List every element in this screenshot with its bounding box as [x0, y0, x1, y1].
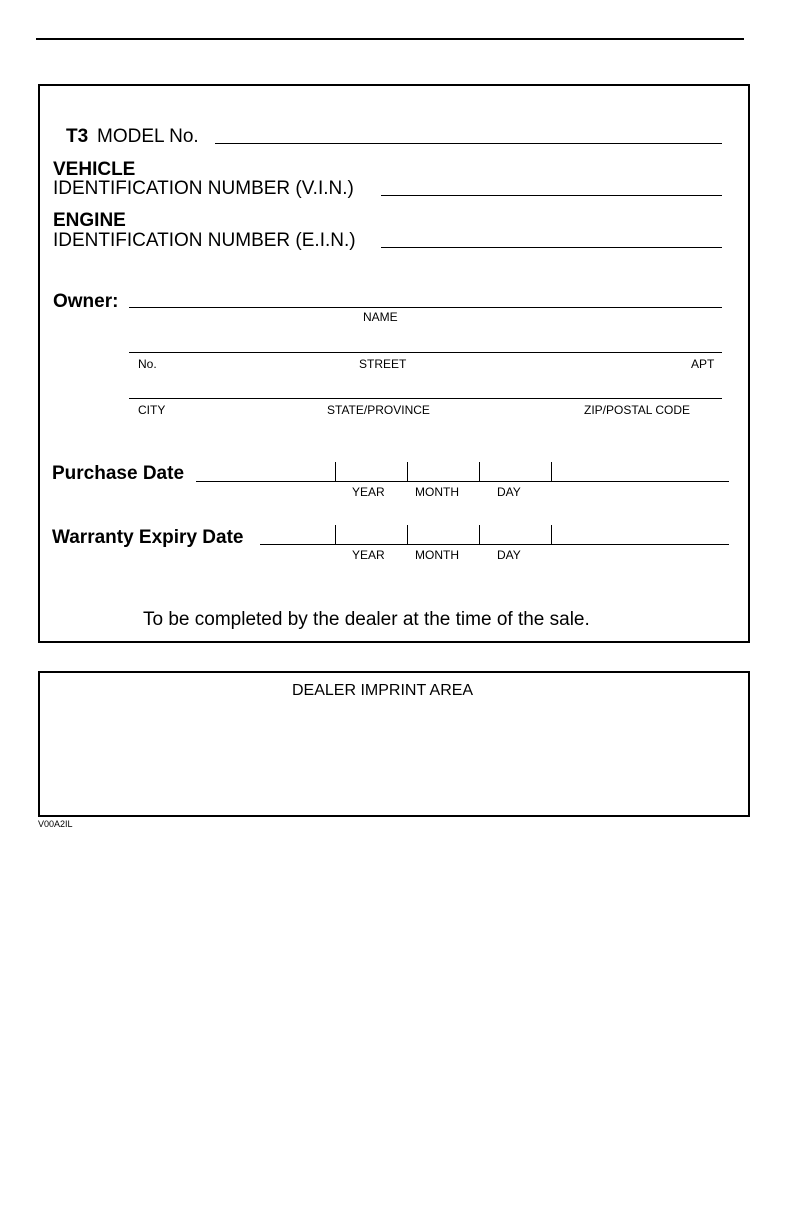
address-zip-caption: ZIP/POSTAL CODE: [584, 403, 691, 417]
purchase-year-caption: YEAR: [352, 485, 385, 499]
owner-label: Owner:: [53, 291, 119, 312]
page-header-rule: [36, 38, 744, 40]
warranty-date-divider: [407, 525, 408, 544]
warranty-expiry-field[interactable]: [260, 544, 729, 545]
warranty-date-divider: [551, 525, 552, 544]
engine-heading: ENGINE: [53, 210, 126, 231]
purchase-date-divider: [551, 462, 552, 481]
purchase-date-divider: [407, 462, 408, 481]
warranty-date-divider: [335, 525, 336, 544]
dealer-completion-note: To be completed by the dealer at the time of the sale.: [143, 609, 590, 630]
ein-label: IDENTIFICATION NUMBER (E.I.N.): [53, 230, 356, 251]
warranty-day-caption: DAY: [497, 548, 521, 562]
model-label: MODEL No.: [97, 126, 199, 147]
figure-code: V00A2IL: [38, 819, 73, 829]
ein-field[interactable]: [381, 247, 722, 248]
warranty-date-divider: [479, 525, 480, 544]
warranty-year-caption: YEAR: [352, 548, 385, 562]
model-prefix: T3: [66, 126, 89, 147]
street-address-field[interactable]: [129, 352, 722, 353]
purchase-day-caption: DAY: [497, 485, 521, 499]
purchase-date-field[interactable]: [196, 481, 729, 482]
purchase-date-divider: [335, 462, 336, 481]
address-city-caption: CITY: [138, 403, 166, 417]
city-state-zip-field[interactable]: [129, 398, 722, 399]
vin-field[interactable]: [381, 195, 722, 196]
purchase-date-label: Purchase Date: [52, 463, 185, 484]
vehicle-heading: VEHICLE: [53, 159, 136, 180]
vin-label: IDENTIFICATION NUMBER (V.I.N.): [53, 178, 354, 199]
purchase-month-caption: MONTH: [415, 485, 459, 499]
owner-name-caption: NAME: [363, 310, 398, 324]
address-no-caption: No.: [138, 357, 157, 371]
warranty-expiry-label: Warranty Expiry Date: [52, 527, 244, 548]
owner-name-field[interactable]: [129, 307, 722, 308]
model-number-field[interactable]: [215, 143, 722, 144]
purchase-date-divider: [479, 462, 480, 481]
address-apt-caption: APT: [691, 357, 715, 371]
warranty-month-caption: MONTH: [415, 548, 459, 562]
dealer-imprint-title: DEALER IMPRINT AREA: [292, 682, 474, 699]
address-street-caption: STREET: [359, 357, 407, 371]
address-state-caption: STATE/PROVINCE: [327, 403, 430, 417]
